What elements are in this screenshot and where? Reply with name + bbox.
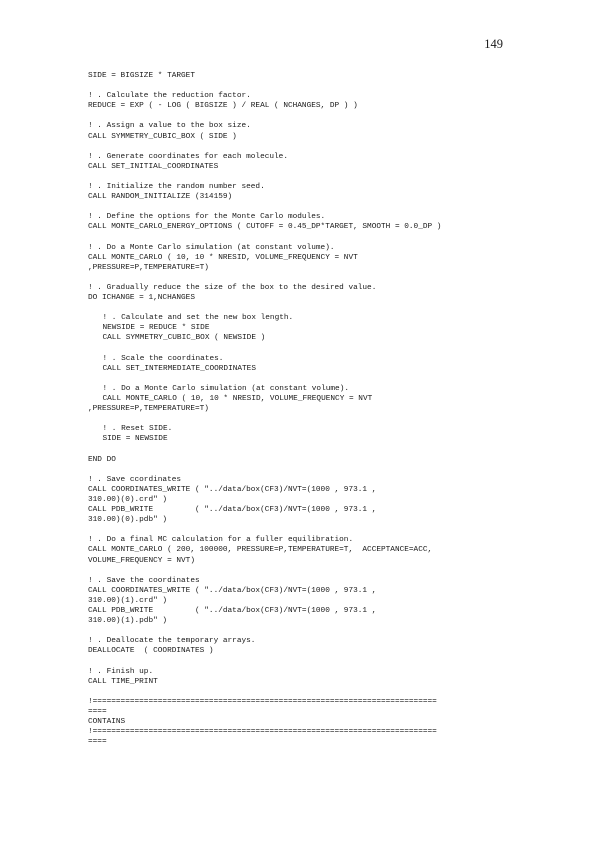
code-line: CALL SYMMETRY_CUBIC_BOX ( NEWSIDE ) [102, 334, 266, 343]
code-line: CALL COORDINATES_WRITE ( "../data/box(CF3)/NVT=(1000 , 973.1 , [88, 586, 377, 595]
code-line: 310.00)(0).crd" ) [88, 495, 168, 504]
blank-line [88, 81, 508, 91]
code-line: CALL PDB_WRITE ( "../data/box(CF3)/NVT=(1000 , 973.1 , [88, 606, 377, 615]
code-line: CALL MONTE_CARLO_ENERGY_OPTIONS ( CUTOFF = 0.45_DP*TARGET, SMOOTH = 0.0_DP ) [88, 223, 442, 232]
code-line: ! . Gradually reduce the size of the box to the desired value. [88, 283, 377, 292]
code-line: ! . Do a Monte Carlo simulation (at constant volume). [88, 243, 335, 252]
code-line: ! . Scale the coordinates. [102, 354, 224, 363]
blank-line [88, 172, 508, 182]
code-line: ! . Generate coordinates for each molecule. [88, 152, 288, 161]
code-line: ! . Do a Monte Carlo simulation (at constant volume). [102, 384, 349, 393]
code-line: ,PRESSURE=P,TEMPERATURE=T) [88, 263, 209, 272]
blank-line [88, 465, 508, 475]
blank-line [88, 111, 508, 121]
code-line: CALL SET_INTERMEDIATE_COORDINATES [102, 364, 256, 373]
code-line: ! . Define the options for the Monte Carlo modules. [88, 213, 326, 222]
blank-line [88, 626, 508, 636]
blank-line [88, 233, 508, 243]
blank-line [88, 273, 508, 283]
code-line: 310.00)(1).crd" ) [88, 596, 168, 605]
code-line: ==== [88, 707, 107, 716]
blank-line [88, 656, 508, 666]
page-number: 149 [484, 37, 503, 51]
code-line: ! . Deallocate the temporary arrays. [88, 637, 256, 646]
blank-line [88, 687, 508, 697]
code-line: CALL MONTE_CARLO ( 200, 100000, PRESSURE=P,TEMPERATURE=T, ACCEPTANCE=ACC, [88, 546, 433, 555]
code-listing [88, 71, 508, 747]
code-line: CALL MONTE_CARLO ( 10, 10 * NRESID, VOLUME_FREQUENCY = NVT [88, 253, 358, 262]
blank-line [88, 344, 508, 354]
code-line: ! . Assign a value to the box size. [88, 122, 251, 131]
code-line: ! . Save the coordinates [88, 576, 200, 585]
blank-line [88, 202, 508, 212]
code-line: CALL PDB_WRITE ( "../data/box(CF3)/NVT=(1000 , 973.1 , [88, 506, 377, 515]
blank-line [88, 303, 508, 313]
code-line: ! . Calculate the reduction factor. [88, 92, 251, 101]
code-line: CALL TIME_PRINT [88, 677, 158, 686]
code-line: CALL COORDINATES_WRITE ( "../data/box(CF3)/NVT=(1000 , 973.1 , [88, 485, 377, 494]
code-line: ==== [88, 738, 107, 747]
code-line: SIDE = BIGSIZE * TARGET [88, 72, 195, 80]
code-line: END DO [88, 455, 116, 464]
code-line: 310.00)(0).pdb" ) [88, 516, 168, 525]
code-line: ! . Calculate and set the new box length. [102, 314, 294, 323]
code-line: CALL RANDOM_INITIALIZE (314159) [88, 193, 233, 202]
blank-line [88, 525, 508, 535]
code-line: 310.00)(1).pdb" ) [88, 617, 168, 626]
code-line: DO ICHANGE = 1,NCHANGES [88, 294, 195, 303]
code-line: !========================================================================== [88, 697, 437, 706]
code-line: CONTAINS [88, 718, 126, 726]
blank-line [88, 414, 508, 424]
code-line: CALL MONTE_CARLO ( 10, 10 * NRESID, VOLUME_FREQUENCY = NVT [102, 395, 373, 403]
code-line: NEWSIDE = REDUCE * SIDE [102, 324, 210, 333]
code-line: ! . Finish up. [88, 667, 154, 676]
code-line: CALL SYMMETRY_CUBIC_BOX ( SIDE ) [88, 132, 237, 141]
code-line: CALL SET_INITIAL_COORDINATES [88, 162, 219, 171]
blank-line [88, 374, 508, 384]
code-line: ! . Do a final MC calculation for a fuller equilibration. [88, 536, 354, 545]
code-line: ,PRESSURE=P,TEMPERATURE=T) [88, 405, 209, 414]
code-line: ! . Initialize the random number seed. [88, 183, 265, 192]
code-line: SIDE = NEWSIDE [102, 435, 168, 444]
blank-line [88, 444, 508, 454]
code-line: REDUCE = EXP ( - LOG ( BIGSIZE ) / REAL ( NCHANGES, DP ) ) [88, 102, 358, 111]
code-line: DEALLOCATE ( COORDINATES ) [88, 647, 214, 656]
code-line: ! . Reset SIDE. [102, 425, 173, 434]
code-line: ! . Save ccordinates [88, 475, 182, 484]
code-line: !========================================================================== [88, 728, 437, 737]
code-line: VOLUME_FREQUENCY = NVT) [88, 556, 195, 565]
blank-line [88, 566, 508, 576]
blank-line [88, 142, 508, 152]
